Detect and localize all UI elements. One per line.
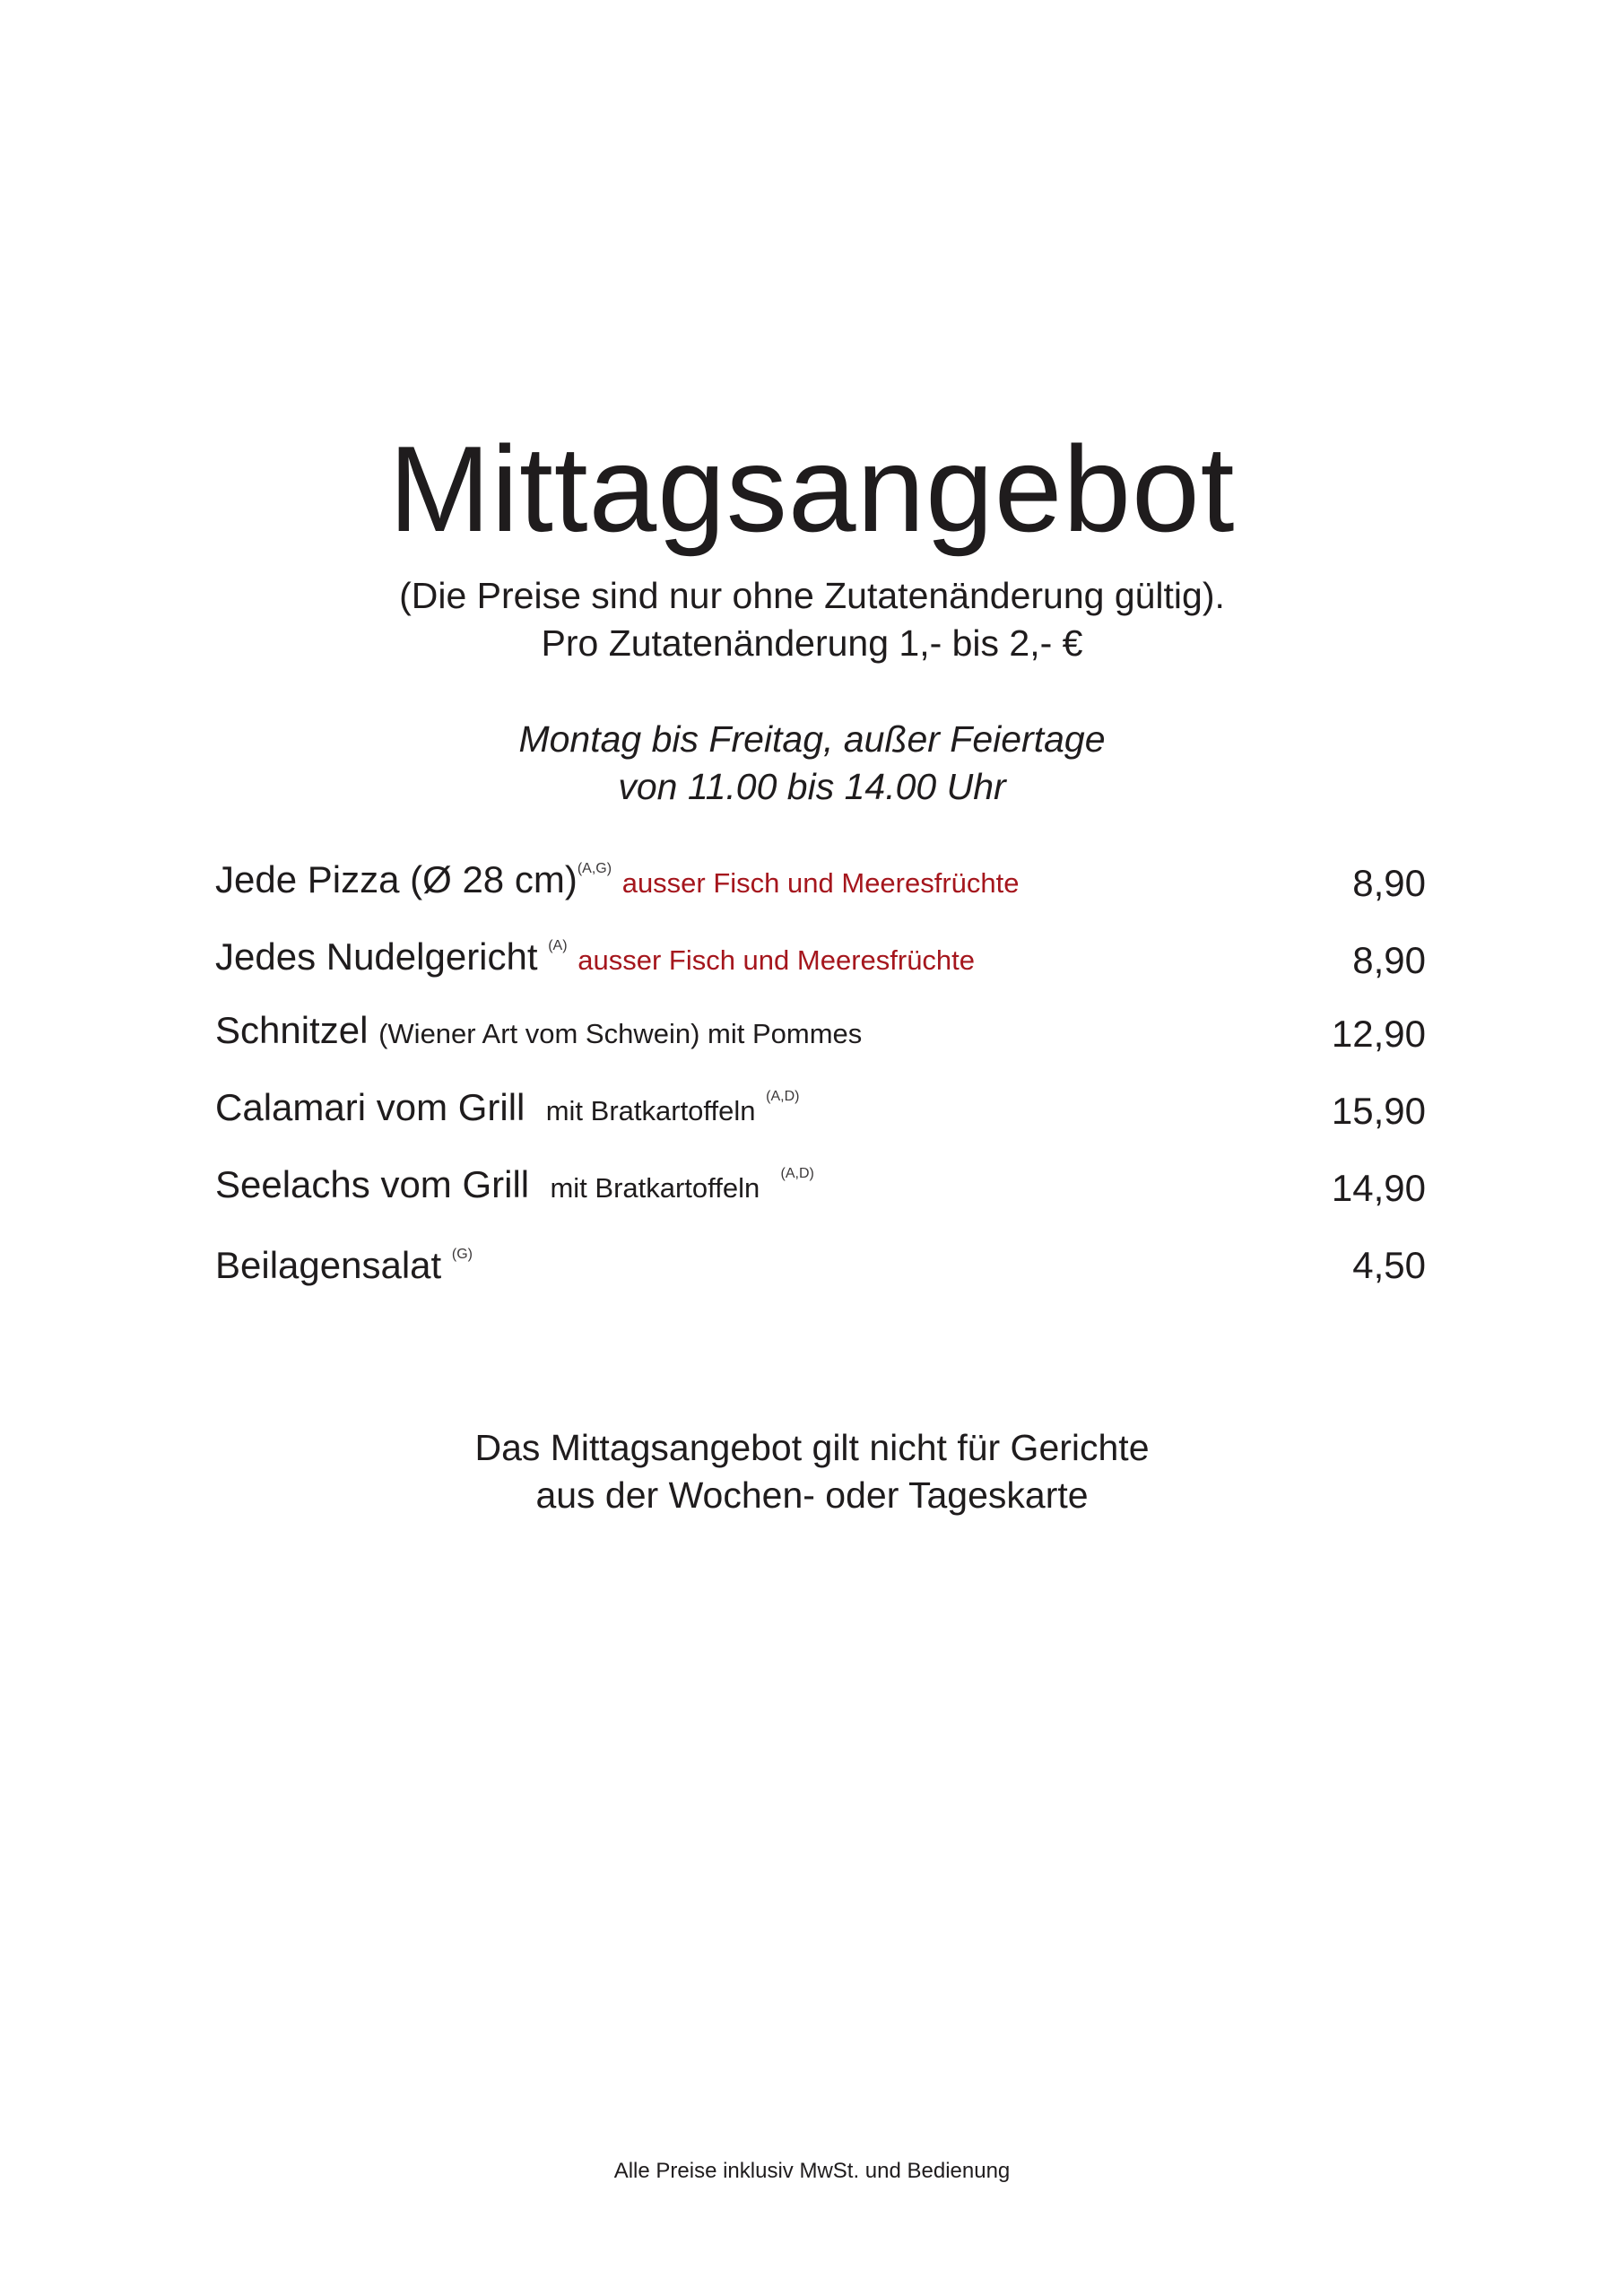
item-note: ausser Fisch und Meeresfrüchte [621, 867, 1020, 899]
menu-item-nudelgericht [215, 935, 1426, 992]
item-price: 4,50 [1352, 1244, 1426, 1286]
hours-line-1: Montag bis Freitag, außer Feiertage [518, 718, 1106, 760]
price-condition-line-1: (Die Preise sind nur ohne Zutatenänderung gültig). [399, 575, 1225, 616]
item-note: ausser Fisch und Meeresfrüchte [578, 944, 976, 976]
item-name: Calamari vom Grill [215, 1086, 525, 1128]
allergen-codes: (A,G) [577, 861, 612, 876]
price-condition-line-2: Pro Zutatenänderung 1,- bis 2,- € [541, 622, 1083, 664]
item-name: Schnitzel [215, 1009, 369, 1051]
item-description: mit Bratkartoffeln [550, 1172, 760, 1204]
menu-item-pizza [215, 858, 1426, 915]
allergen-codes: (A) [548, 938, 568, 953]
item-name: Jedes Nudelgericht [215, 935, 538, 978]
item-name: Jede Pizza (Ø 28 cm) [215, 858, 578, 900]
item-price: 12,90 [1331, 1013, 1426, 1055]
item-description: mit Bratkartoffeln [545, 1095, 756, 1126]
item-price: 8,90 [1352, 862, 1426, 904]
menu-item-beilagensalat [215, 1243, 1426, 1297]
item-price: 8,90 [1352, 939, 1426, 981]
menu-item-calamari [215, 1086, 1426, 1143]
page-title: Mittagsangebot [388, 421, 1236, 557]
allergen-codes: (A,D) [766, 1089, 800, 1104]
menu-item-seelachs [215, 1163, 1426, 1220]
offer-notice-line-1: Das Mittagsangebot gilt nicht für Gerichte [474, 1427, 1150, 1468]
item-description: (Wiener Art vom Schwein) mit Pommes [378, 1018, 863, 1049]
item-name: Beilagensalat [215, 1244, 442, 1286]
allergen-codes: (A,D) [780, 1166, 814, 1181]
menu-item-schnitzel [215, 1009, 1426, 1065]
hours-line-2: von 11.00 bis 14.00 Uhr [618, 766, 1006, 807]
footer-note: Alle Preise inklusiv MwSt. und Bedienung [613, 2159, 1011, 2183]
offer-notice-line-2: aus der Wochen- oder Tageskarte [535, 1474, 1089, 1516]
allergen-codes: (G) [451, 1247, 473, 1262]
item-price: 14,90 [1331, 1167, 1426, 1209]
item-price: 15,90 [1331, 1090, 1426, 1132]
item-name: Seelachs vom Grill [215, 1163, 530, 1205]
